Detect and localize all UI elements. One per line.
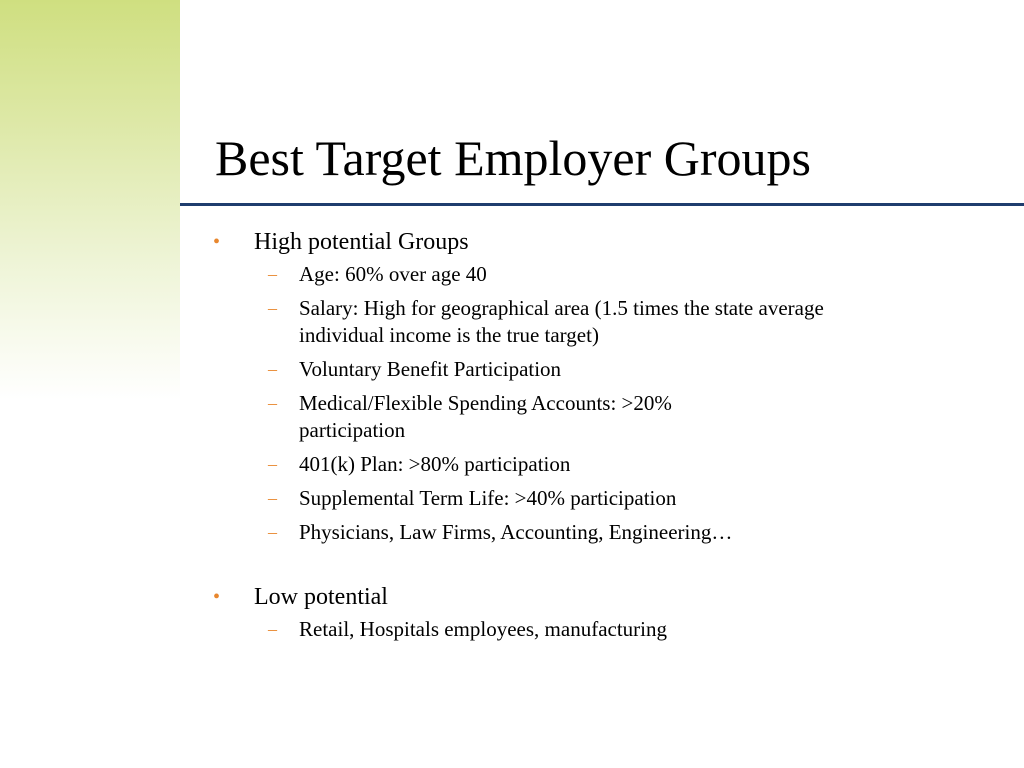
bullet-dot-icon: • [213, 586, 221, 608]
sub-item-retail [213, 616, 913, 643]
sub-list-low-potential [213, 616, 913, 643]
sub-item-term-life [213, 485, 913, 512]
bullet-low-potential [213, 581, 913, 613]
sub-item-salary [213, 295, 913, 349]
sub-item-professions [213, 519, 913, 546]
sub-item-text: 401(k) Plan: >80% participation [299, 452, 571, 476]
dash-icon: – [268, 264, 277, 284]
bullet-high-potential [213, 226, 913, 258]
sub-item-text: Retail, Hospitals employees, manufacturing [299, 617, 667, 641]
slide-content [213, 226, 913, 650]
sub-item-text: Age: 60% over age 40 [299, 262, 487, 286]
sub-item-text: Medical/Flexible Spending Accounts: >20% participation [299, 391, 672, 442]
sub-item-age [213, 261, 913, 288]
bullet-dot-icon: • [213, 231, 221, 253]
sub-item-text: Voluntary Benefit Participation [299, 357, 562, 381]
sub-item-text: Physicians, Law Firms, Accounting, Engineering… [299, 520, 733, 544]
bullet-label: Low potential [254, 584, 388, 610]
sub-item-401k [213, 451, 913, 478]
dash-icon: – [268, 393, 277, 413]
sub-item-voluntary-benefit [213, 356, 913, 383]
sub-list-high-potential [213, 261, 913, 546]
sub-item-medical-fsa [213, 390, 913, 444]
dash-icon: – [268, 619, 277, 639]
slide-title: Best Target Employer Groups [215, 130, 811, 186]
title-divider [180, 203, 1024, 206]
dash-icon: – [268, 359, 277, 379]
sub-item-text: Salary: High for geographical area (1.5 times the state average individual income is the true target) [299, 296, 824, 347]
dash-icon: – [268, 454, 277, 474]
dash-icon: – [268, 298, 277, 318]
decorative-side-bar [0, 0, 180, 400]
sub-item-text: Supplemental Term Life: >40% participation [299, 486, 677, 510]
dash-icon: – [268, 522, 277, 542]
bullet-label: High potential Groups [254, 229, 469, 255]
dash-icon: – [268, 488, 277, 508]
spacer [213, 553, 913, 581]
